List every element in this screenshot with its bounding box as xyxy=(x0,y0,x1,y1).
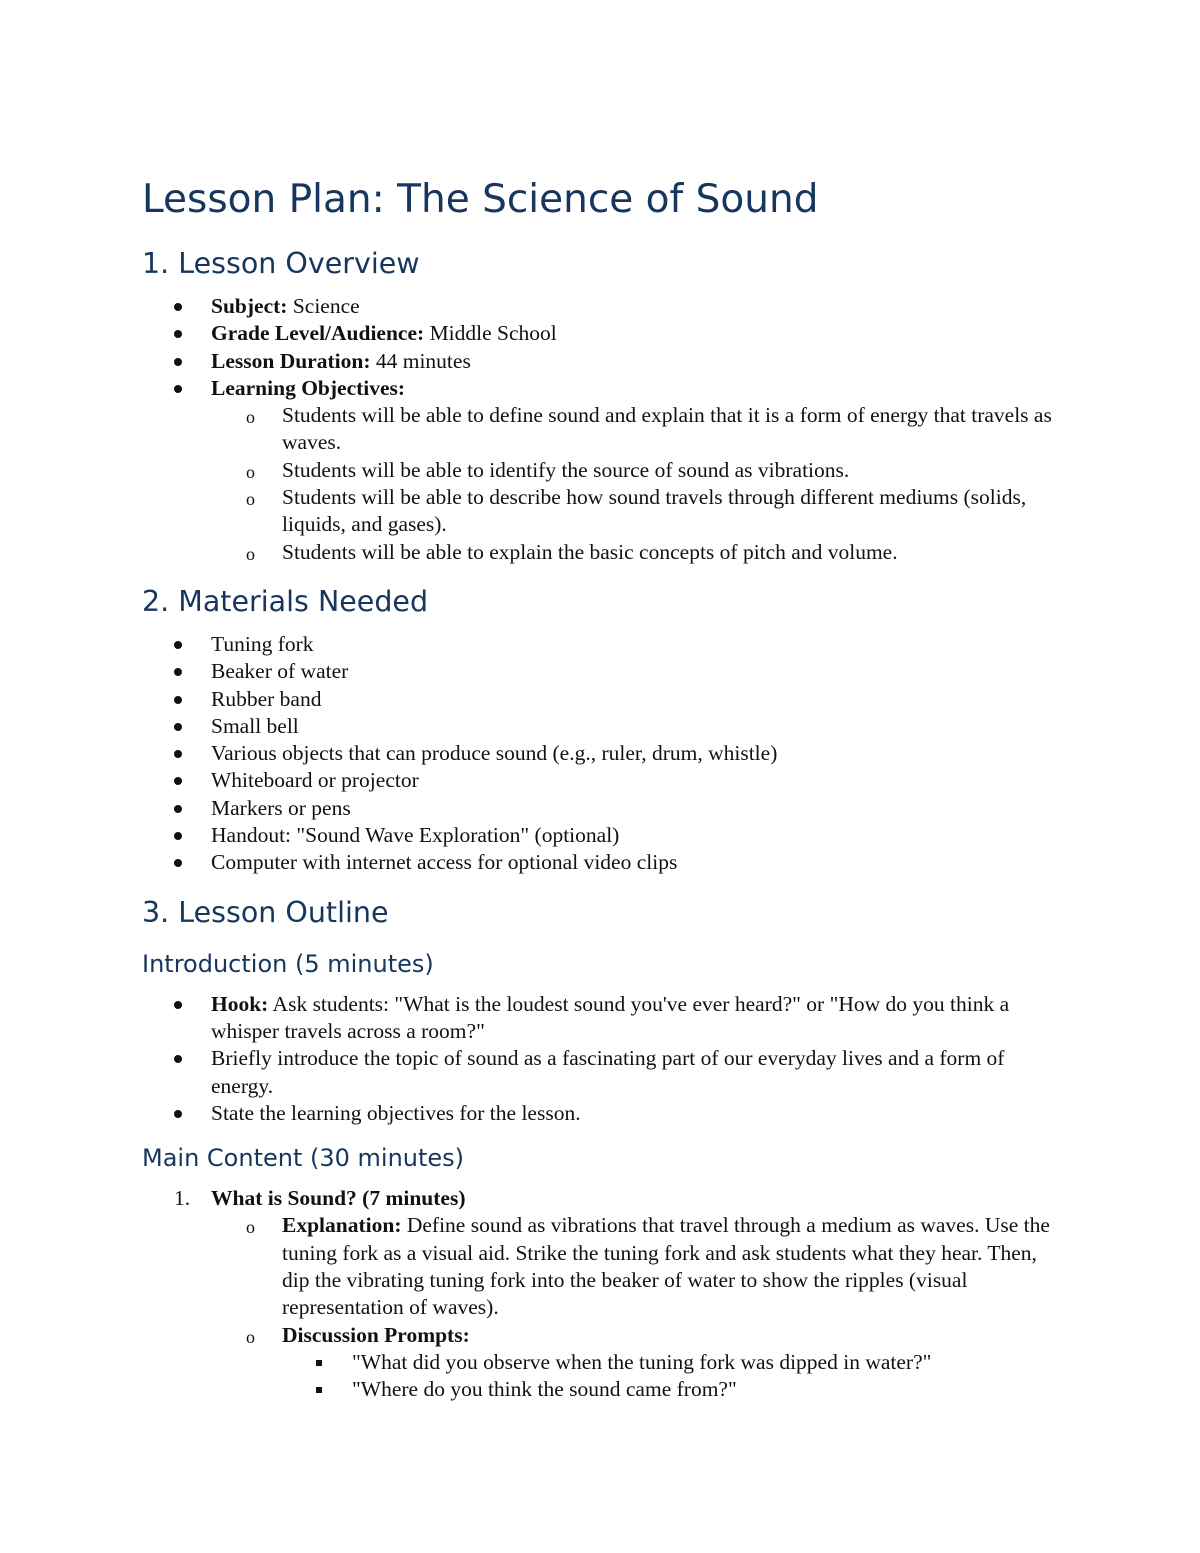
list-item xyxy=(142,658,1062,685)
material-text: Various objects that can produce sound (e.g., ruler, drum, whistle) xyxy=(211,741,778,766)
main-content-list xyxy=(142,1185,1062,1403)
material-text: Computer with internet access for optional video clips xyxy=(211,850,678,875)
hook-text: Ask students: "What is the loudest sound you've ever heard?" or "How do you think a whisper travels across a room?" xyxy=(211,991,1010,1043)
circle-bullet-icon: o xyxy=(246,1326,255,1347)
circle-bullet-icon: o xyxy=(246,461,255,482)
document-content xyxy=(142,172,1062,1404)
square-bullet-icon xyxy=(316,1387,322,1393)
bullet-icon xyxy=(174,641,182,649)
material-text: Beaker of water xyxy=(211,659,349,684)
materials-list xyxy=(142,631,1062,877)
list-item xyxy=(142,320,1062,347)
sub-item xyxy=(142,1322,1062,1349)
explanation-label: Explanation: xyxy=(282,1213,402,1238)
hook-label: Hook: xyxy=(211,991,269,1016)
bullet-icon xyxy=(174,832,182,840)
list-item xyxy=(142,348,1062,375)
item-number: 1. xyxy=(174,1186,191,1211)
duration-label: Lesson Duration: xyxy=(211,348,371,373)
grade-label: Grade Level/Audience: xyxy=(211,321,425,346)
overview-list xyxy=(142,293,1062,566)
prompts-label: Discussion Prompts: xyxy=(282,1322,470,1347)
bullet-icon xyxy=(174,723,182,731)
objective-text: Students will be able to describe how sound travels through different mediums (solids, liquids, and gases). xyxy=(282,485,1027,537)
section-heading-materials: 2. Materials Needed xyxy=(142,584,429,618)
introduction-list xyxy=(142,991,1062,1127)
list-item xyxy=(142,822,1062,849)
list-item xyxy=(142,1045,1062,1100)
prompt-text: "What did you observe when the tuning fork was dipped in water?" xyxy=(352,1349,932,1374)
subheading-introduction: Introduction (5 minutes) xyxy=(142,949,434,978)
list-item xyxy=(142,767,1062,794)
step-title: What is Sound? (7 minutes) xyxy=(211,1186,466,1211)
subject-label: Subject: xyxy=(211,294,288,318)
circle-bullet-icon: o xyxy=(246,489,255,510)
list-item xyxy=(142,293,1062,320)
list-item xyxy=(142,375,1062,402)
square-bullet-icon xyxy=(316,1360,322,1366)
list-item xyxy=(142,713,1062,740)
objective-item xyxy=(142,484,1062,539)
circle-bullet-icon: o xyxy=(246,407,255,428)
objective-text: Students will be able to identify the source of sound as vibrations. xyxy=(282,457,850,482)
material-text: Small bell xyxy=(211,713,299,738)
bullet-icon xyxy=(174,805,182,813)
material-text: Rubber band xyxy=(211,686,322,711)
material-text: Markers or pens xyxy=(211,795,351,820)
bullet-icon xyxy=(174,859,182,867)
bullet-icon xyxy=(174,1001,182,1009)
bullet-icon xyxy=(174,358,182,366)
list-item xyxy=(142,795,1062,822)
section-heading-outline: 3. Lesson Outline xyxy=(142,895,389,929)
grade-value: Middle School xyxy=(429,321,557,346)
list-item xyxy=(142,1100,1062,1127)
list-item xyxy=(142,631,1062,658)
objective-text: Students will be able to explain the basic concepts of pitch and volume. xyxy=(282,539,898,564)
numbered-item xyxy=(142,1185,1062,1212)
prompt-item xyxy=(142,1376,1062,1403)
duration-value: 44 minutes xyxy=(375,348,471,373)
circle-bullet-icon: o xyxy=(246,1217,255,1238)
objective-item xyxy=(142,457,1062,484)
list-item xyxy=(142,740,1062,767)
material-text: Handout: "Sound Wave Exploration" (optional) xyxy=(211,823,620,848)
bullet-icon xyxy=(174,303,182,311)
bullet-icon xyxy=(174,385,182,393)
objective-text: Students will be able to define sound and explain that it is a form of energy that travels as waves. xyxy=(282,403,1052,455)
objectives-label: Learning Objectives: xyxy=(211,375,406,400)
bullet-icon xyxy=(174,696,182,704)
list-item xyxy=(142,849,1062,876)
bullet-icon xyxy=(174,1055,182,1063)
list-item xyxy=(142,686,1062,713)
intro-text: Briefly introduce the topic of sound as a fascinating part of our everyday lives and a form of energy. xyxy=(211,1046,1005,1098)
material-text: Tuning fork xyxy=(211,631,314,656)
bullet-icon xyxy=(174,777,182,785)
intro-text: State the learning objectives for the lesson. xyxy=(211,1100,581,1125)
explanation-text: Define sound as vibrations that travel through a medium as waves. Use the tuning fork as a visual aid. Strike the tuning fork and ask students what they hear. Then, dip the vibrating tuning fork into the beaker of water to show the ripples (visual representation of waves). xyxy=(282,1213,1050,1320)
sub-item xyxy=(142,1212,1062,1321)
section-heading-overview: 1. Lesson Overview xyxy=(142,247,420,280)
list-item xyxy=(142,991,1062,1046)
bullet-icon xyxy=(174,668,182,676)
objective-item xyxy=(142,539,1062,566)
material-text: Whiteboard or projector xyxy=(211,768,419,793)
subject-value: Science xyxy=(292,294,360,318)
circle-bullet-icon: o xyxy=(246,543,255,564)
bullet-icon xyxy=(174,330,182,338)
bullet-icon xyxy=(174,1110,182,1118)
page-title: Lesson Plan: The Science of Sound xyxy=(142,177,819,222)
bullet-icon xyxy=(174,750,182,758)
prompt-text: "Where do you think the sound came from?" xyxy=(352,1377,737,1402)
prompt-item xyxy=(142,1349,1062,1376)
subheading-main-content: Main Content (30 minutes) xyxy=(142,1144,465,1173)
objective-item xyxy=(142,402,1062,457)
